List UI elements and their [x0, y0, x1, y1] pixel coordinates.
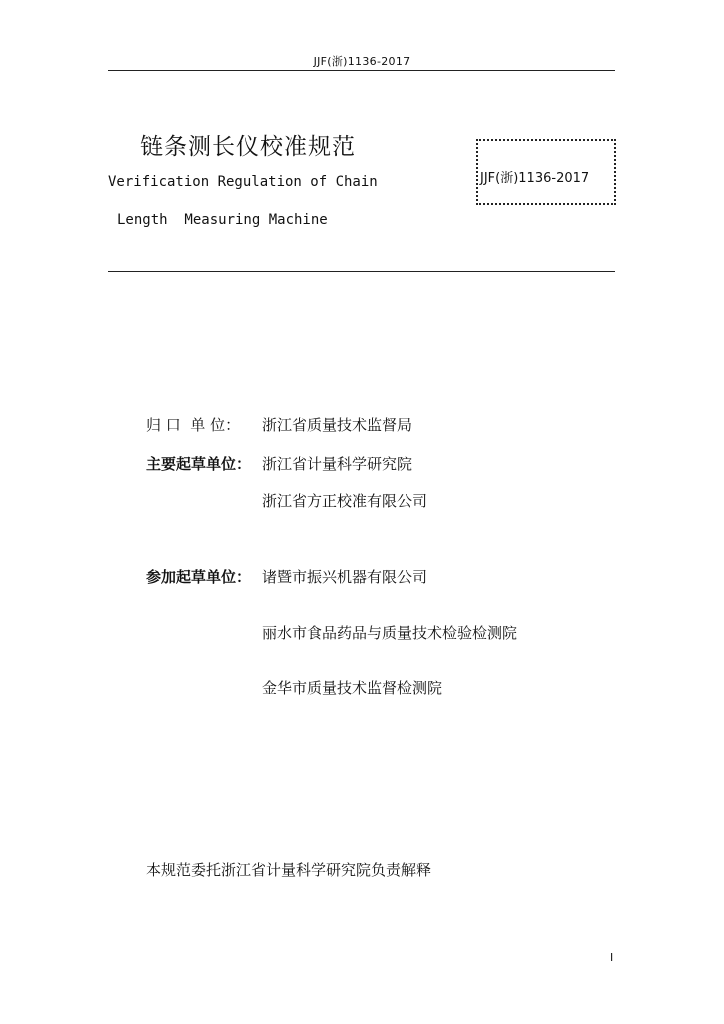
running-header-code: JJF(浙)1136-2017	[313, 55, 411, 68]
main-drafting-unit-label: 主要起草单位：	[146, 455, 252, 473]
header-divider	[108, 70, 615, 71]
document-title-english-line-1: Verification Regulation of Chain	[108, 174, 378, 190]
responsible-unit-label: 归 口 单 位：	[146, 416, 241, 434]
participating-unit-value-1: 诸暨市振兴机器有限公司	[262, 568, 428, 586]
title-divider	[108, 271, 615, 272]
participating-unit-value-3: 金华市质量技术监督检测院	[262, 679, 443, 697]
participating-unit-label: 参加起草单位：	[146, 568, 252, 586]
main-drafting-unit-value-2: 浙江省方正校准有限公司	[262, 492, 428, 510]
document-title-english-line-2: Length Measuring Machine	[117, 212, 328, 228]
interpretation-note: 本规范委托浙江省计量科学研究院负责解释	[146, 861, 432, 879]
main-drafting-unit-value-1: 浙江省计量科学研究院	[262, 455, 413, 473]
page-number: I	[610, 951, 614, 964]
responsible-unit-value: 浙江省质量技术监督局	[262, 416, 413, 434]
participating-unit-value-2: 丽水市食品药品与质量技术检验检测院	[262, 624, 518, 642]
standard-code: JJF(浙)1136-2017	[480, 171, 590, 186]
document-title-chinese: 链条测长仪校准规范	[140, 134, 356, 160]
standard-code-box	[476, 139, 616, 205]
